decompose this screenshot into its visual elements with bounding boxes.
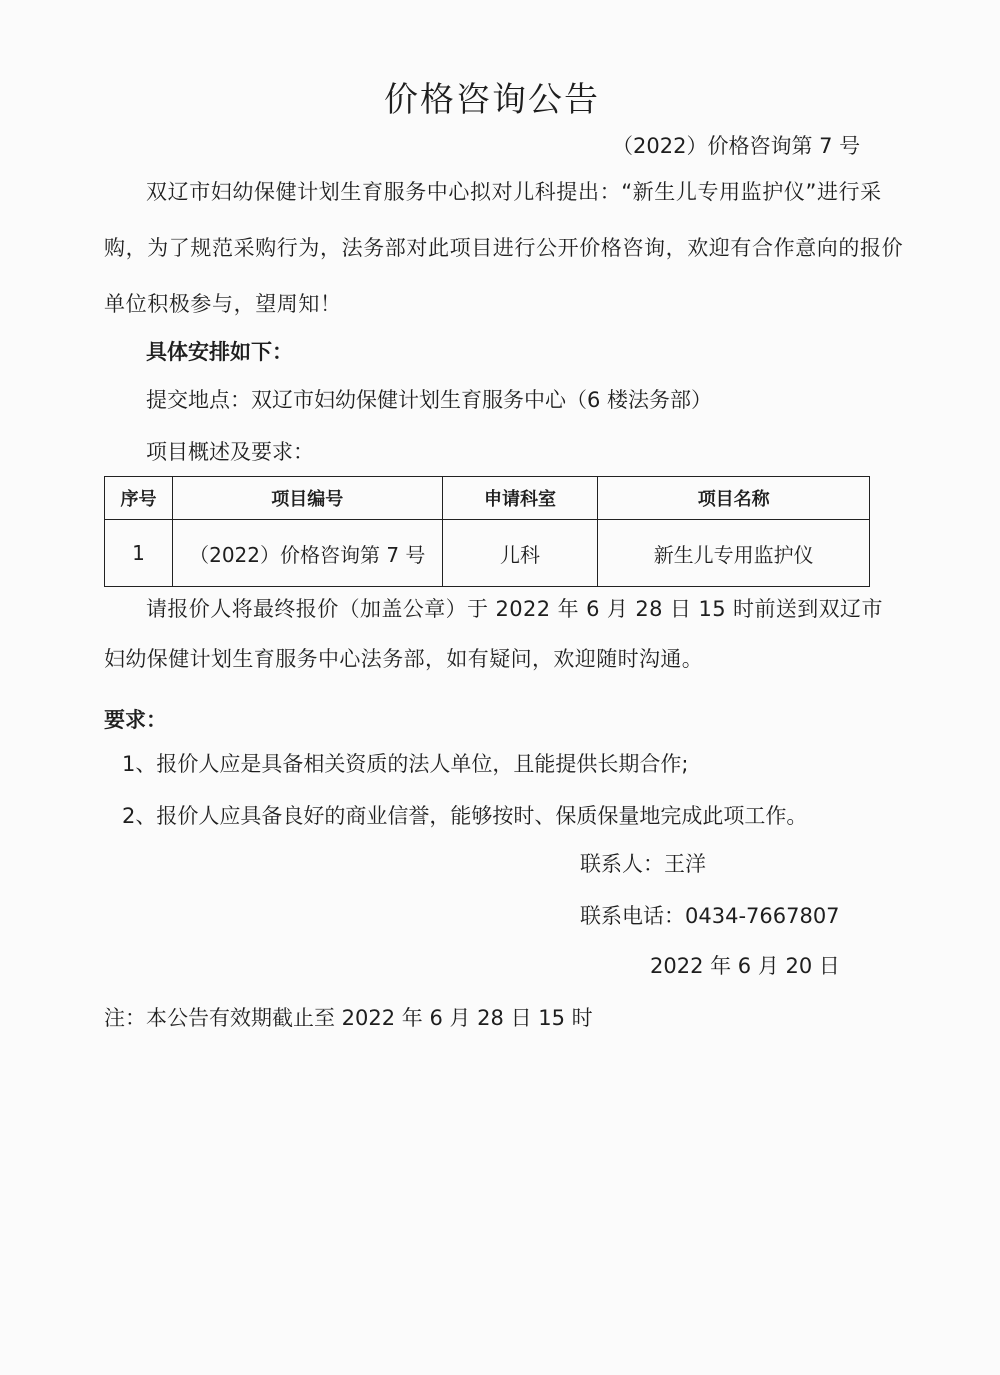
contact-phone: 联系电话：0434-7667807 — [580, 904, 840, 928]
requirement-item: 2、报价人应具备良好的商业信誉，能够按时、保质保量地完成此项工作。 — [122, 804, 808, 828]
project-table — [104, 476, 870, 587]
document-number: （2022）价格咨询第 7 号 — [612, 134, 861, 158]
table-header-cell: 项目编号 — [172, 477, 442, 520]
table-header-cell: 申请科室 — [442, 477, 598, 520]
notice-title: 价格咨询公告 — [384, 80, 600, 120]
table-row — [105, 520, 870, 587]
submission-location: 提交地点：双辽市妇幼保健计划生育服务中心（6 楼法务部） — [146, 388, 713, 412]
table-header-cell: 序号 — [105, 477, 173, 520]
table-cell: 新生儿专用监护仪 — [598, 520, 870, 587]
intro-paragraph: 双辽市妇幼保健计划生育服务中心拟对儿科提出：“新生儿专用监护仪”进行采购，为了规范采购行为，法务部对此项目进行公开价格咨询，欢迎有合作意向的报价单位积极参与，望周知！ — [104, 180, 904, 316]
validity-note: 注：本公告有效期截止至 2022 年 6 月 28 日 15 时 — [104, 1006, 593, 1030]
contact-person: 联系人：王洋 — [580, 852, 706, 876]
table-cell: （2022）价格咨询第 7 号 — [172, 520, 442, 587]
requirement-item: 1、报价人应是具备相关资质的法人单位，且能提供长期合作; — [122, 752, 689, 776]
issue-date: 2022 年 6 月 20 日 — [650, 954, 840, 978]
arrangement-heading: 具体安排如下： — [146, 340, 293, 364]
table-header-row — [105, 477, 870, 520]
table-header-cell: 项目名称 — [598, 477, 870, 520]
table-cell: 1 — [105, 520, 173, 587]
requirements-heading: 要求： — [104, 708, 167, 732]
submission-paragraph: 请报价人将最终报价（加盖公章）于 2022 年 6 月 28 日 15 时前送到双辽市妇幼保健计划生育服务中心法务部，如有疑问，欢迎随时沟通。 — [104, 597, 883, 671]
table-cell: 儿科 — [442, 520, 598, 587]
overview-heading: 项目概述及要求： — [146, 440, 314, 464]
